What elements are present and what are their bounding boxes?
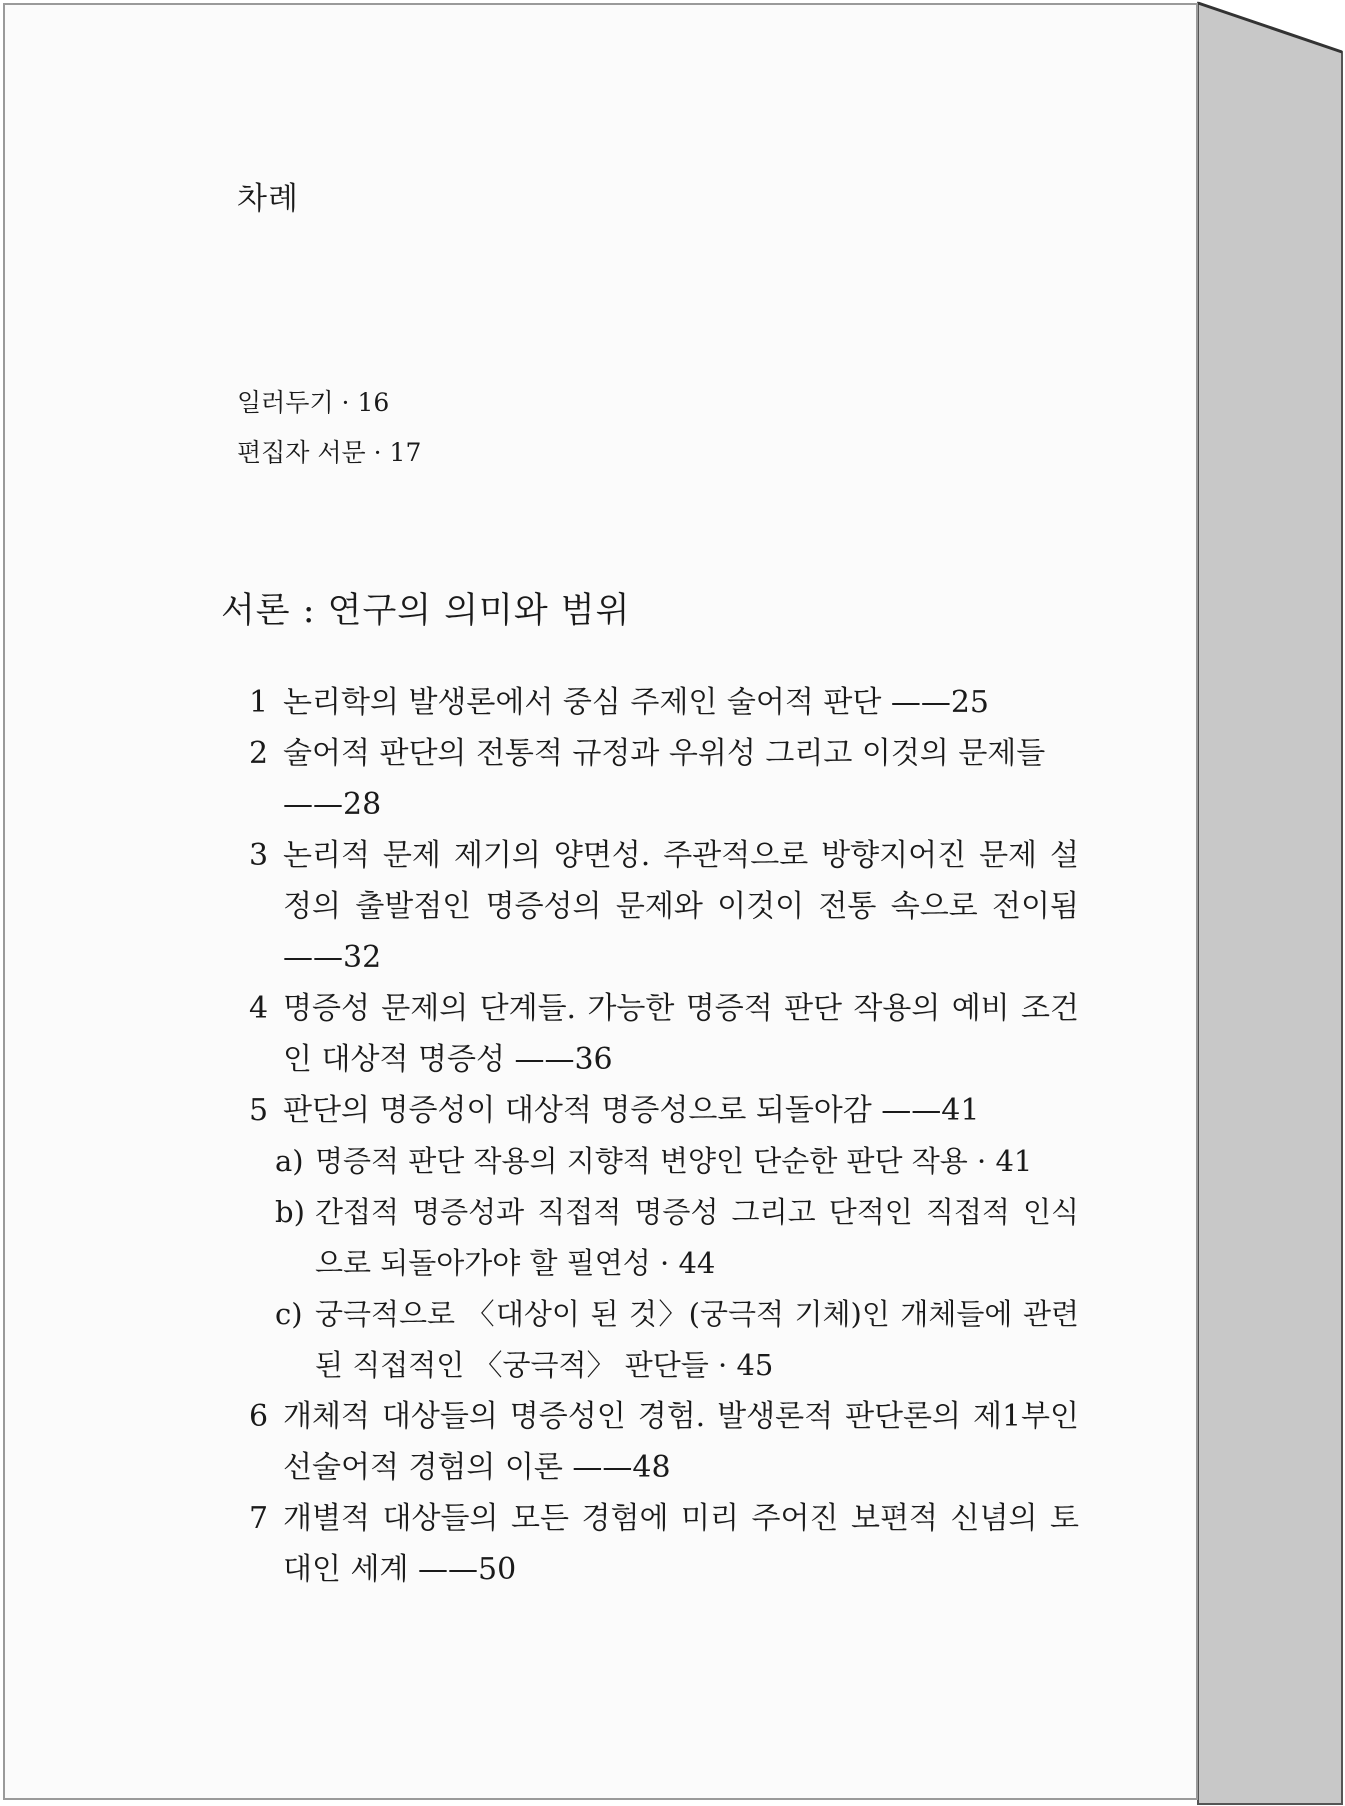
toc-subentry bbox=[249, 1136, 1079, 1187]
toc-entry-text: 개체적 대상들의 명증성인 경험. 발생론적 판단론의 제1부인 선술어적 경험의 이론 ——48 bbox=[283, 1399, 1079, 1485]
toc-entry-page: ——28 bbox=[283, 787, 382, 822]
toc-entry-number: 2 bbox=[249, 736, 269, 771]
toc-subentry bbox=[249, 1289, 1079, 1391]
toc-subentry bbox=[249, 1187, 1079, 1289]
table-of-contents bbox=[5, 5, 1200, 1802]
toc-entry-number: 4 bbox=[249, 991, 269, 1026]
toc-subentry-text: 명증적 판단 작용의 지향적 변양인 단순한 판단 작용 · 41 bbox=[315, 1144, 1033, 1178]
toc-subentry-text: 간접적 명증성과 직접적 명증성 그리고 단적인 직접적 인식으로 되돌아가야 할 필연성 · 44 bbox=[315, 1195, 1079, 1280]
toc-entry-number: 6 bbox=[249, 1399, 269, 1434]
toc-subentry-letter: c) bbox=[275, 1297, 303, 1331]
toc-entry bbox=[249, 983, 1079, 1085]
toc-entry bbox=[249, 1391, 1079, 1493]
toc-entry-number: 3 bbox=[249, 838, 269, 873]
toc-entry bbox=[249, 728, 1079, 830]
toc-entry-text: 개별적 대상들의 모든 경험에 미리 주어진 보편적 신념의 토대인 세계 ——50 bbox=[283, 1501, 1079, 1587]
toc-list bbox=[249, 677, 1079, 1595]
front-matter-item: 편집자 서문 · 17 bbox=[237, 438, 422, 467]
toc-subentry-letter: b) bbox=[275, 1195, 305, 1229]
toc-entry-text: 명증성 문제의 단계들. 가능한 명증적 판단 작용의 예비 조건인 대상적 명증성 ——36 bbox=[283, 991, 1079, 1077]
toc-entry-number: 7 bbox=[249, 1501, 269, 1536]
section-title: 서론 : 연구의 의미와 범위 bbox=[221, 591, 631, 631]
toc-entry-text: 술어적 판단의 전통적 규정과 우위성 그리고 이것의 문제들 bbox=[283, 736, 1046, 771]
toc-entry-text: 논리적 문제 제기의 양면성. 주관적으로 방향지어진 문제 설정의 출발점인 명증성의 문제와 이것이 전통 속으로 전이됨 ——32 bbox=[283, 838, 1079, 975]
toc-entry-number: 1 bbox=[249, 685, 269, 720]
toc-entry-text: 논리학의 발생론에서 중심 주제인 술어적 판단 ——25 bbox=[283, 685, 990, 720]
toc-entry-text: 판단의 명증성이 대상적 명증성으로 되돌아감 ——41 bbox=[283, 1093, 980, 1128]
toc-entry bbox=[249, 677, 1079, 728]
front-matter-item: 일러두기 · 16 bbox=[237, 388, 390, 417]
toc-entry bbox=[249, 830, 1079, 983]
toc-subentry-text: 궁극적으로 〈대상이 된 것〉(궁극적 기체)인 개체들에 관련된 직접적인 〈궁극적〉 판단들 · 45 bbox=[315, 1297, 1079, 1382]
page-title: 차례 bbox=[237, 181, 299, 217]
toc-entry-number: 5 bbox=[249, 1093, 269, 1128]
book-side-face bbox=[1198, 3, 1342, 1804]
document-page bbox=[3, 3, 1198, 1800]
toc-entry bbox=[249, 1085, 1079, 1136]
toc-entry bbox=[249, 1493, 1079, 1595]
toc-subentry-letter: a) bbox=[275, 1144, 304, 1178]
